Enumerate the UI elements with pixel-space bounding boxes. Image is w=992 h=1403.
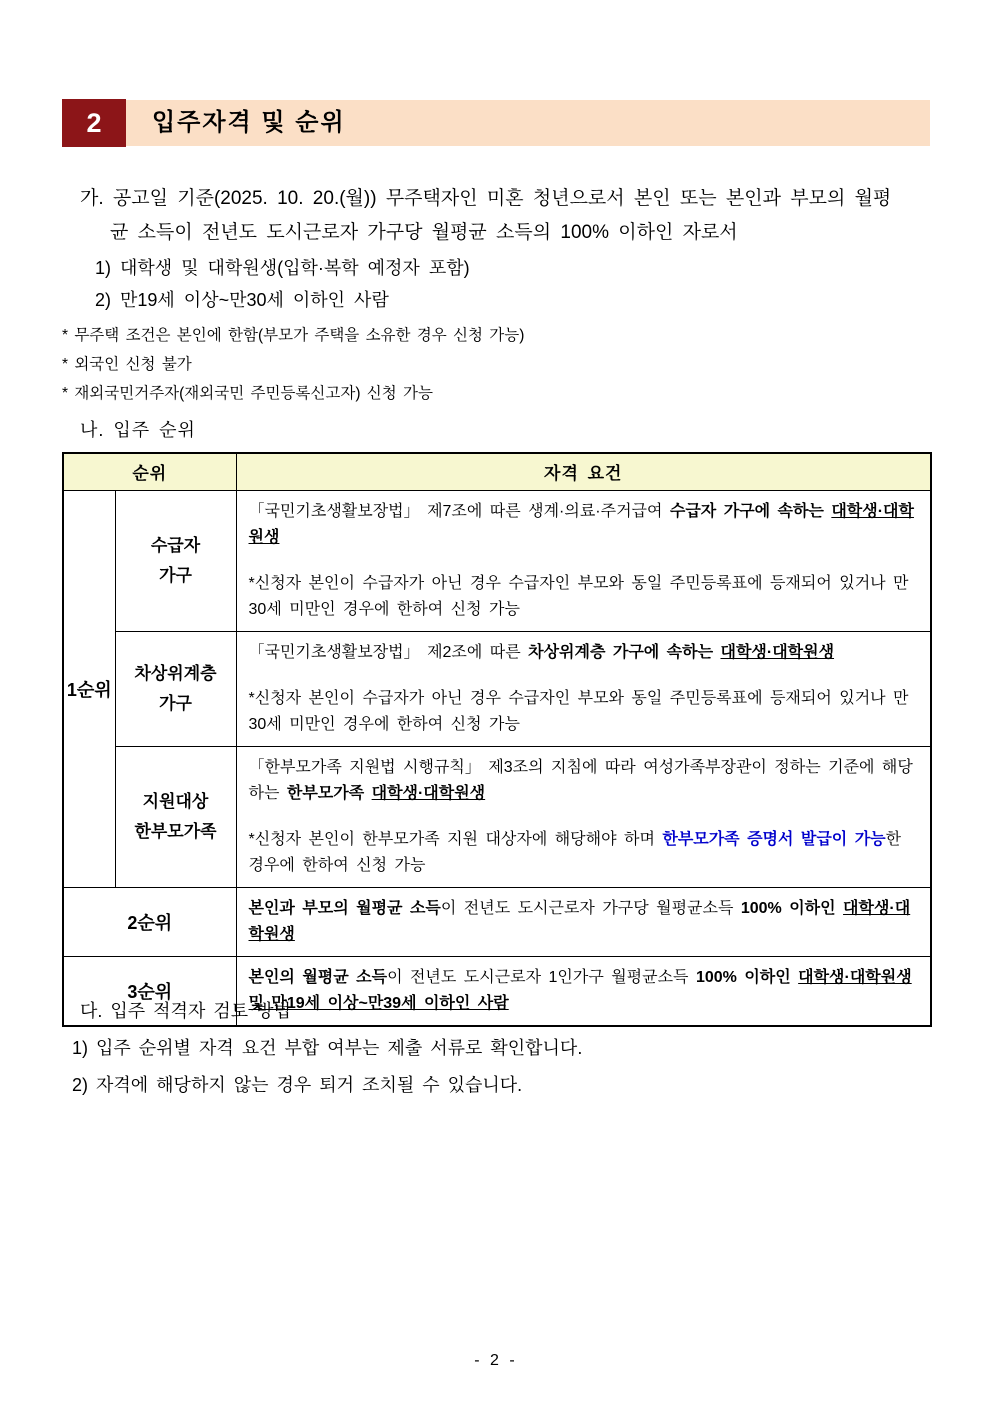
rank-1-label: 1순위	[63, 490, 115, 887]
eligibility-line-1: 가. 공고일 기준(2025. 10. 20.(월)) 무주택자인 미혼 청년으로서 본인 또는 본인과 부모의 월평	[80, 188, 892, 209]
priority-heading: 나. 입주 순위	[80, 420, 196, 440]
requirement-beneficiary: 「국민기초생활보장법」 제7조에 따른 생계·의료·주거급여 수급자 가구에 속하는 대학생·대학원생 *신청자 본인이 수급자가 아닌 경우 수급자인 부모와 동일 주민등록표에 등재되어 있거나 만30세 미만인 경우에 한하여 신청 가능	[236, 490, 931, 631]
eligibility-numbered-items: 1) 대학생 및 대학원생(입학·복학 예정자 포함) 2) 만19세 이상~만30세 이하인 사람	[95, 258, 470, 310]
review-method-items: 1) 입주 순위별 자격 요건 부합 여부는 제출 서류로 확인합니다. 2) 자격에 해당하지 않는 경우 퇴거 조치될 수 있습니다.	[72, 1038, 583, 1095]
table-row	[63, 631, 931, 746]
requirement-rank-2: 본인과 부모의 월평균 소득이 전년도 도시근로자 가구당 월평균소득 100% 이하인 대학생·대학원생	[236, 887, 931, 956]
eligibility-line-2: 균 소득이 전년도 도시근로자 가구당 월평균 소득의 100% 이하인 자로서	[110, 222, 738, 243]
section-number-badge: 2	[62, 99, 126, 147]
page-number: - 2 -	[474, 1352, 518, 1369]
section-title: 입주자격 및 순위	[152, 109, 346, 136]
table-header-rank: 순위	[63, 453, 236, 490]
rank-3-label: 3순위	[63, 956, 236, 1026]
category-beneficiary-household: 수급자 가구	[115, 490, 236, 631]
eligibility-paragraph	[62, 182, 934, 408]
table-header-row	[63, 453, 931, 490]
requirement-single-parent: 「한부모가족 지원법 시행규칙」 제3조의 지침에 따라 여성가족부장관이 정하는 기준에 해당하는 한부모가족 대학생·대학원생 *신청자 본인이 한부모가족 지원 대상자에 해당해야 하며 한부모가족 증명서 발급이 가능한 경우에 한하여 신청 가능	[236, 746, 931, 887]
rank-2-label: 2순위	[63, 887, 236, 956]
eligibility-asterisk-notes: * 무주택 조건은 본인에 한함(부모가 주택을 소유한 경우 신청 가능) * 외국인 신청 불가 * 재외국민거주자(재외국민 주민등록신고자) 신청 가능	[62, 327, 525, 402]
review-method-section	[72, 993, 932, 1104]
table-row	[63, 490, 931, 631]
priority-table	[62, 452, 932, 1027]
requirement-rank-3: 본인의 월평균 소득이 전년도 도시근로자 1인가구 월평균소득 100% 이하인 대학생·대학원생 및 만19세 이상~만39세 이하인 사람	[236, 956, 931, 1026]
table-header-requirements: 자격 요건	[236, 453, 931, 490]
section-header-band	[62, 100, 930, 146]
category-near-poverty-household: 차상위계층 가구	[115, 631, 236, 746]
requirement-near-poverty: 「국민기초생활보장법」 제2조에 따른 차상위계층 가구에 속하는 대학생·대학원생 *신청자 본인이 수급자가 아닌 경우 수급자인 부모와 동일 주민등록표에 등재되어 있거나 만30세 미만인 경우에 한하여 신청 가능	[236, 631, 931, 746]
category-single-parent-family: 지원대상 한부모가족	[115, 746, 236, 887]
table-row	[63, 887, 931, 956]
review-method-heading: 다. 입주 적격자 검토 방법	[80, 1001, 291, 1021]
table-row	[63, 746, 931, 887]
